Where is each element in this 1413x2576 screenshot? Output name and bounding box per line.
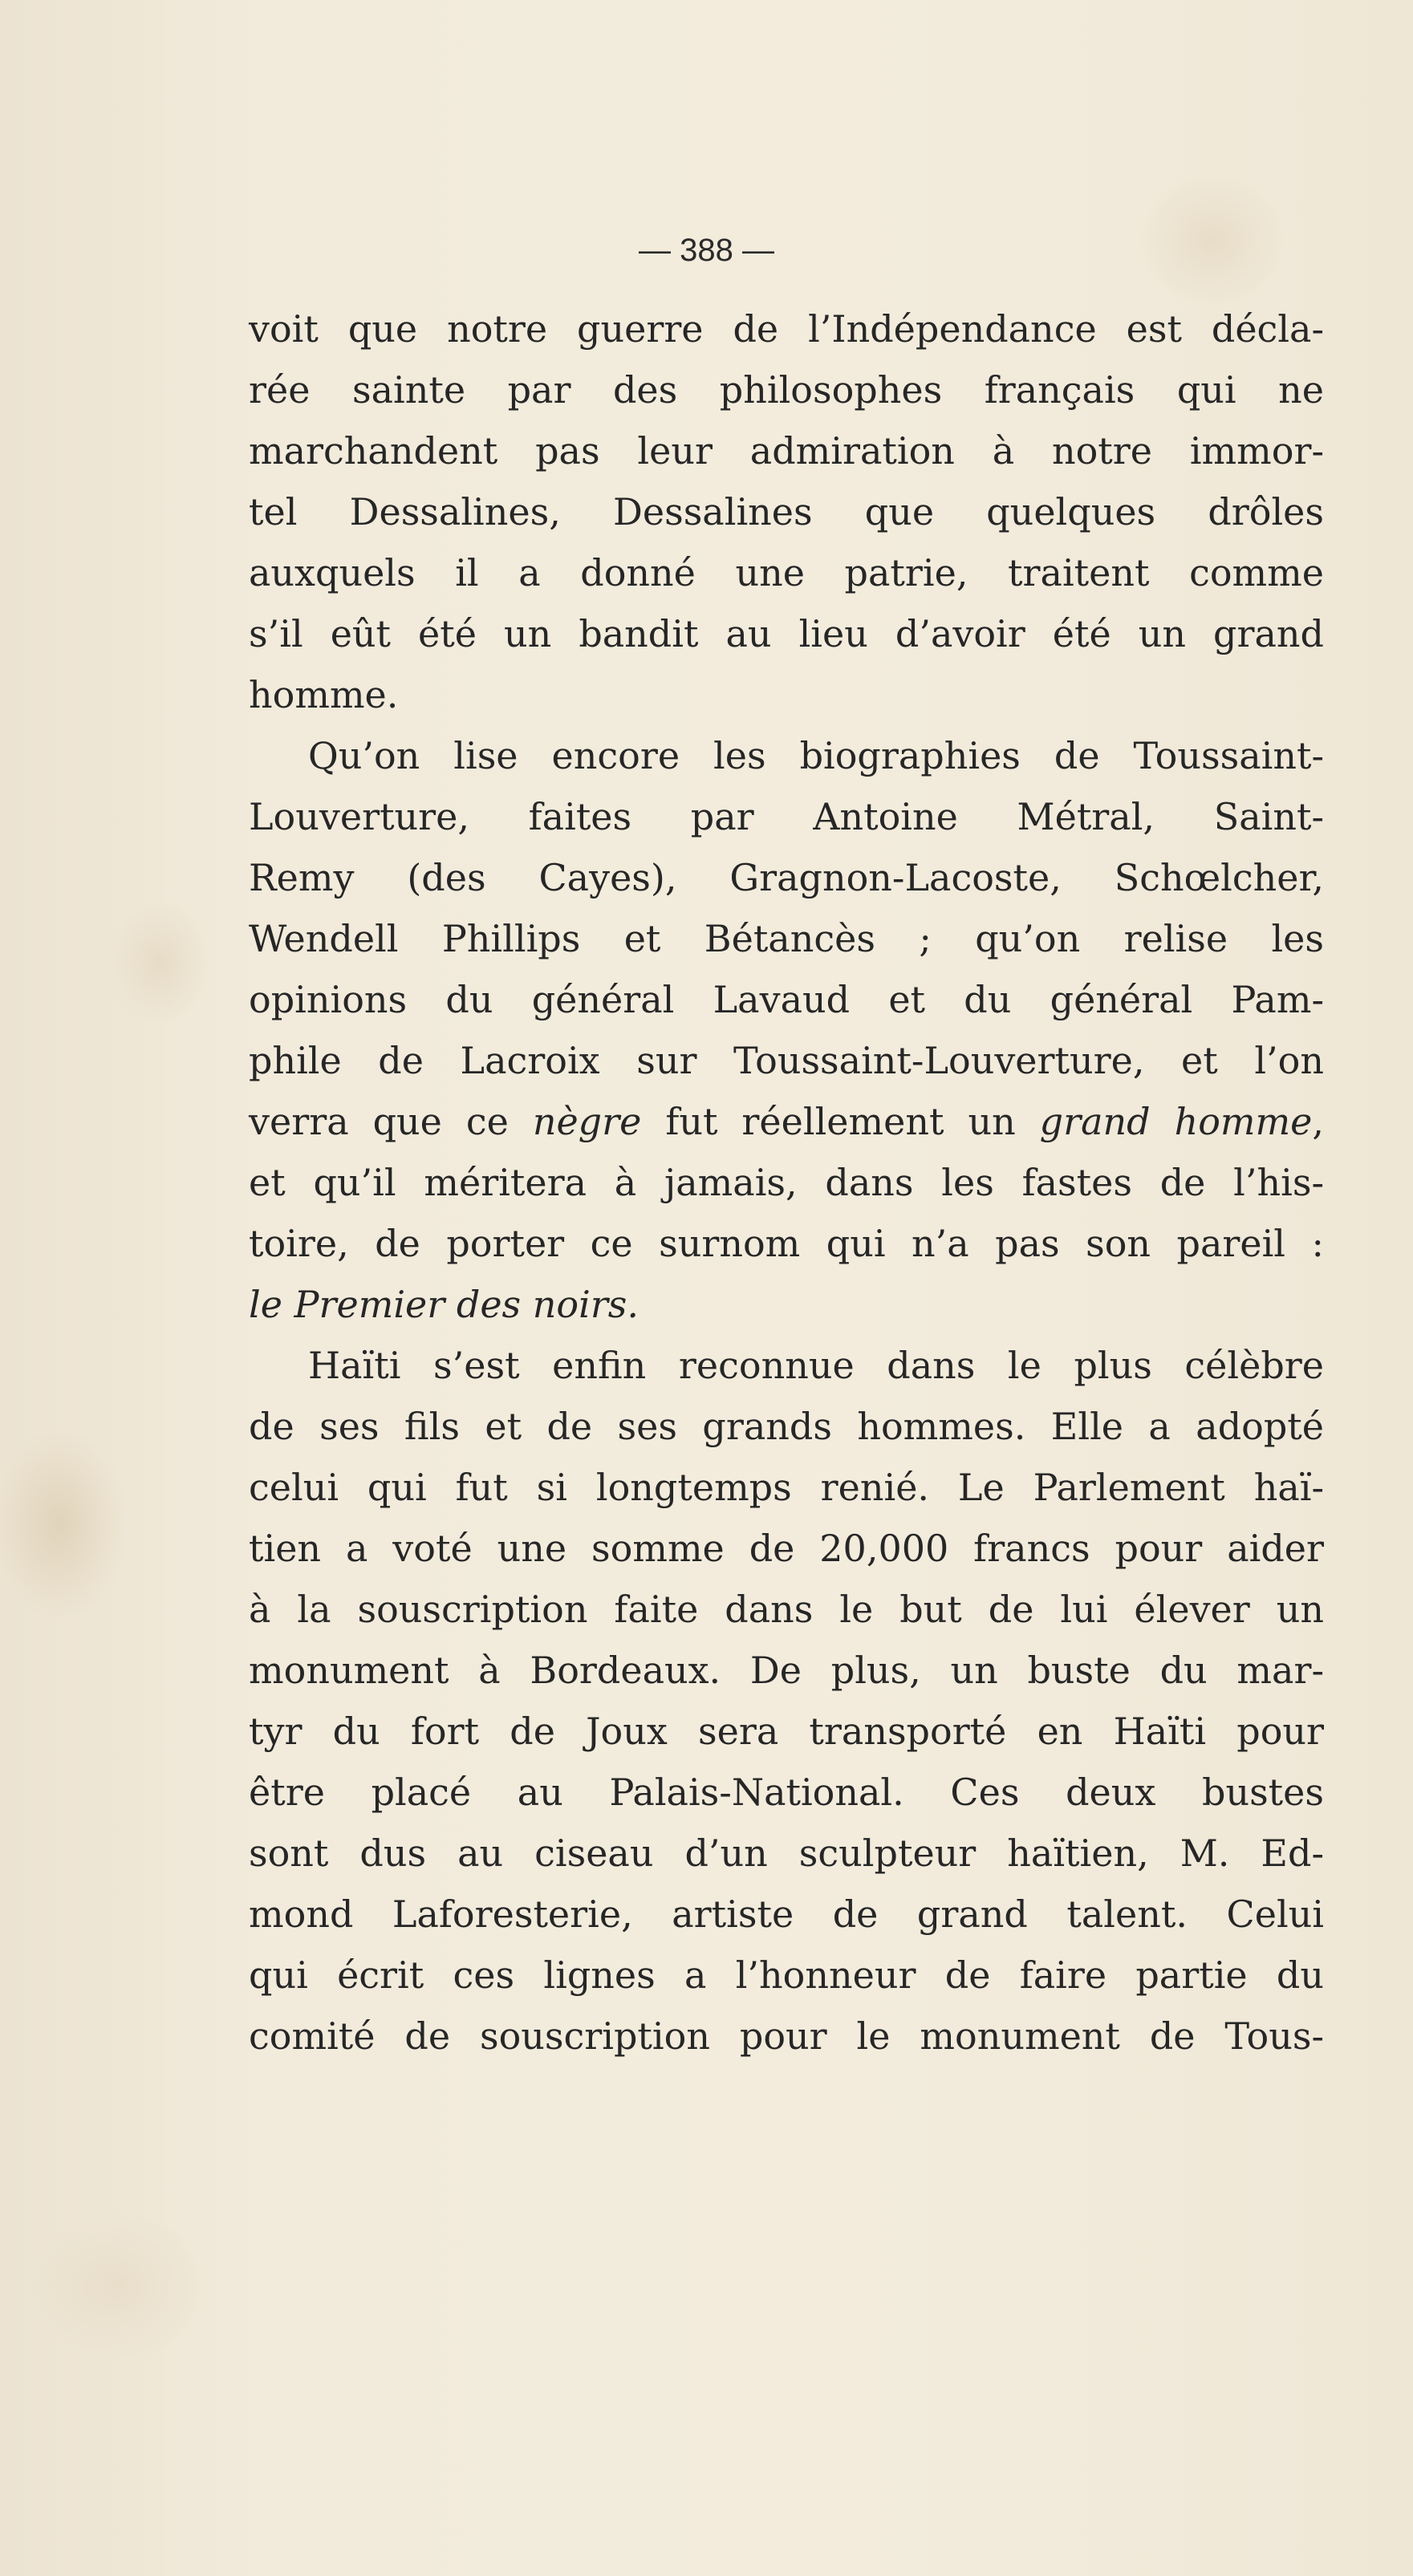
text-line: rée sainte par des philosophes français qui ne (249, 368, 1324, 412)
text-line: auxquels il a donné une patrie, traitent comme (249, 551, 1324, 594)
text-line-italic (249, 1274, 1324, 1335)
text-line: Louverture, faites par Antoine Métral, Saint- (249, 795, 1324, 838)
text-line: tel Dessalines, Dessalines que quelques drôles (249, 490, 1324, 533)
text-line: et qu’il méritera à jamais, dans les fastes de l’his- (249, 1161, 1324, 1204)
text-line: phile de Lacroix sur Toussaint-Louverture, et l’on (249, 1039, 1324, 1082)
text-line: être placé au Palais-National. Ces deux bustes (249, 1771, 1324, 1814)
text-line: s’il eût été un bandit au lieu d’avoir été un grand (249, 612, 1324, 655)
page-number: — 388 — (639, 233, 774, 268)
text-line: sont dus au ciseau d’un sculpteur haïtien, M. Ed- (249, 1832, 1324, 1875)
text-line: tien a voté une somme de 20,000 francs pour aider (249, 1527, 1324, 1570)
text-line: monument à Bordeaux. De plus, un buste du mar- (249, 1649, 1324, 1692)
text-line: de ses fils et de ses grands hommes. Elle a adopté (249, 1405, 1324, 1448)
text-line: marchandent pas leur admiration à notre immor- (249, 429, 1324, 473)
text-line: toire, de porter ce surnom qui n’a pas son pareil : (249, 1222, 1324, 1265)
text-line: Wendell Phillips et Bétancès ; qu’on relise les (249, 917, 1324, 960)
text-line: Remy (des Cayes), Gragnon-Lacoste, Schœlcher, (249, 856, 1324, 899)
text-line: qui écrit ces lignes a l’honneur de faire partie du (249, 1953, 1324, 1997)
text-line: tyr du fort de Joux sera transporté en Haïti pour (249, 1710, 1324, 1753)
text-line: voit que notre guerre de l’Indépendance est décla- (249, 307, 1324, 351)
text-segment: fut réellement un (641, 1100, 1040, 1143)
text-line: comité de souscription pour le monument de Tous- (249, 2014, 1324, 2058)
text-line: Haïti s’est enfin reconnue dans le plus célèbre (308, 1344, 1324, 1387)
italic-word: nègre (532, 1100, 642, 1143)
text-line: à la souscription faite dans le but de lui élever un (249, 1588, 1324, 1631)
text-line-italic-mix (249, 1091, 1324, 1152)
italic-phrase: le Premier des noirs. (249, 1283, 640, 1326)
text-segment: , (1312, 1100, 1324, 1143)
text-line: homme. (249, 673, 399, 716)
text-line: opinions du général Lavaud et du général Pam- (249, 978, 1324, 1021)
text-segment: verra que ce (249, 1100, 533, 1143)
text-line: celui qui fut si longtemps renié. Le Parlement haï- (249, 1466, 1324, 1509)
body-text (249, 298, 1324, 2067)
italic-phrase: grand homme (1039, 1100, 1313, 1143)
text-line: mond Laforesterie, artiste de grand talent. Celui (249, 1892, 1324, 1936)
text-line: Qu’on lise encore les biographies de Toussaint- (308, 734, 1324, 777)
